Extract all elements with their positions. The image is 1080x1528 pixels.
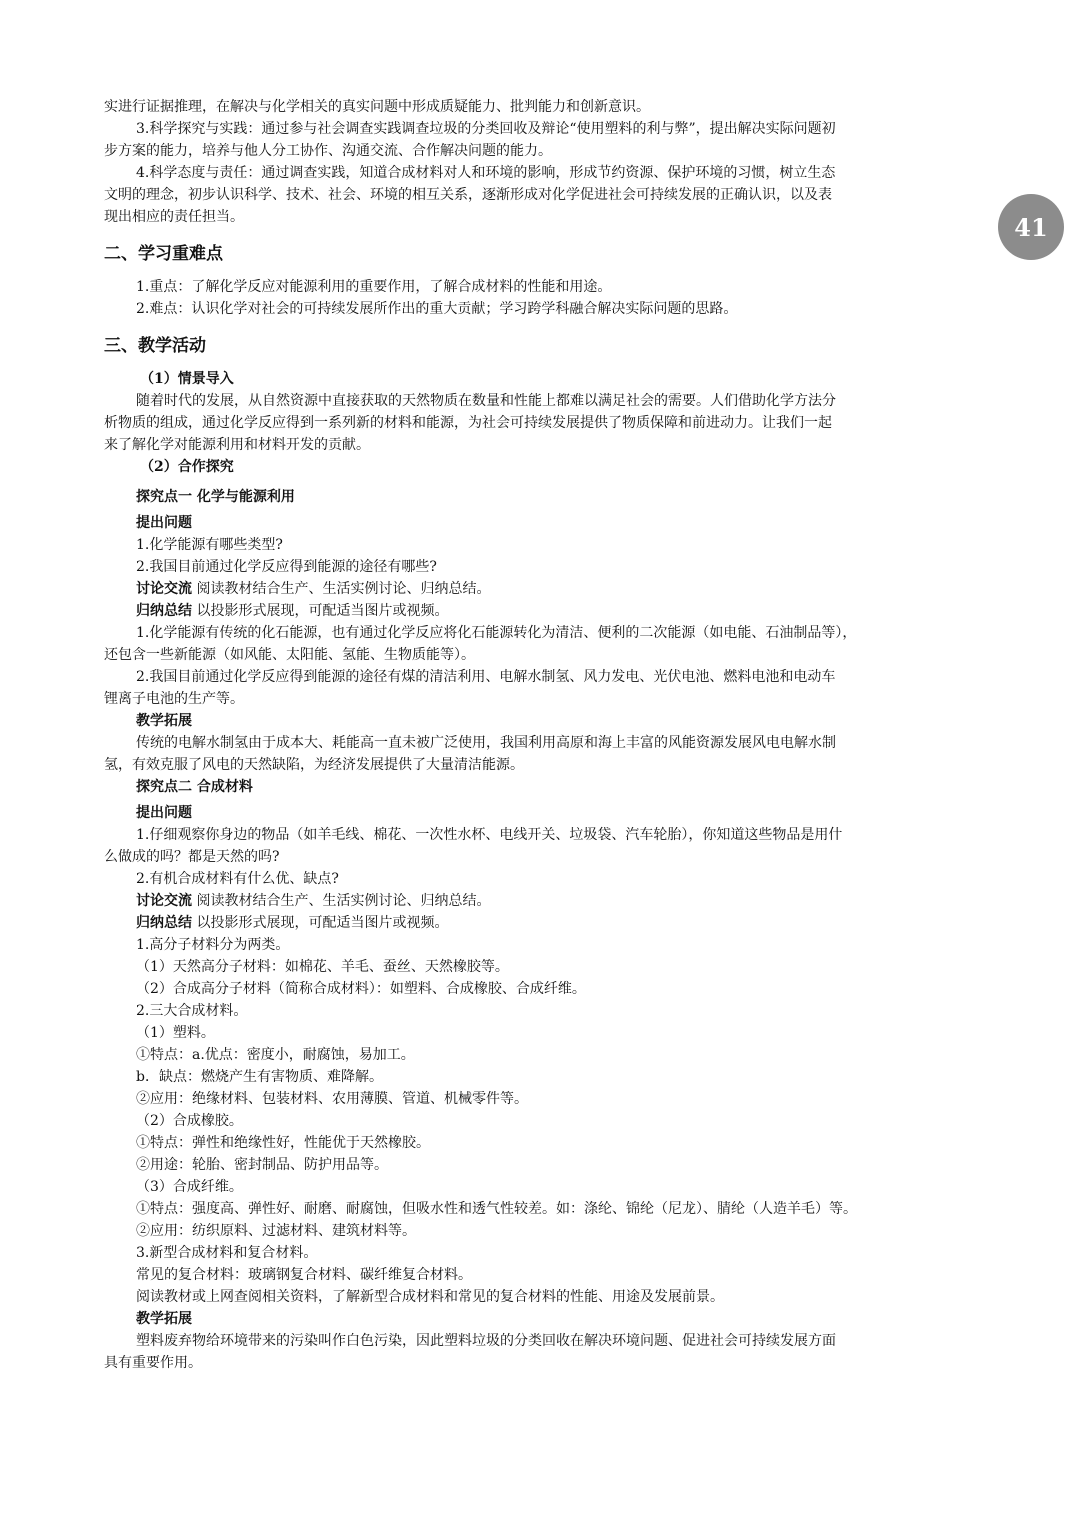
keyword-text: 以投影形式展现，可配适当图片或视频。: [196, 915, 449, 931]
text-line: 1.仔细观察你身边的物品（如羊毛线、棉花、一次性水杯、电线开关、垃圾袋、汽车轮胎），你知道这些物品是用什: [136, 827, 843, 843]
text-line: 2.有机合成材料有什么优、缺点?: [136, 871, 339, 887]
section-heading: 三、教学活动: [104, 336, 206, 356]
text-line: 析物质的组成，通过化学反应得到一系列新的材料和能源，为社会可持续发展提供了物质保障和前进动力。让我们一起: [104, 415, 832, 431]
text-line: （2）合成橡胶。: [136, 1113, 243, 1129]
text-line: 3.新型合成材料和复合材料。: [136, 1245, 318, 1261]
text-line: b．缺点：燃烧产生有害物质、难降解。: [136, 1069, 383, 1085]
text-line: 2.难点：认识化学对社会的可持续发展所作出的重大贡献；学习跨学科融合解决实际问题的思路。: [136, 301, 738, 317]
text-line: 来了解化学对能源利用和材料开发的贡献。: [104, 437, 370, 453]
text-line: 1.重点：了解化学反应对能源利用的重要作用，了解合成材料的性能和用途。: [136, 279, 612, 295]
text-line: 4.科学态度与责任：通过调查实践，知道合成材料对人和环境的影响，形成节约资源、保护环境的习惯，树立生态: [136, 165, 836, 181]
subsection-heading: （1）情景导入: [140, 371, 234, 387]
text-line: ②应用：绝缘材料、包装材料、农用薄膜、管道、机械零件等。: [136, 1091, 528, 1107]
keyword-text: 阅读教材结合生产、生活实例讨论、归纳总结。: [196, 893, 491, 909]
keyword: 归纳总结: [136, 915, 192, 931]
text-line: 常见的复合材料：玻璃钢复合材料、碳纤维复合材料。: [136, 1267, 472, 1283]
text-line: 氢，有效克服了风电的天然缺陷，为经济发展提供了大量清洁能源。: [104, 757, 524, 773]
text-line: （2）合成高分子材料（简称合成材料）：如塑料、合成橡胶、合成纤维。: [136, 981, 586, 997]
text-line: 2.我国目前通过化学反应得到能源的途径有煤的清洁利用、电解水制氢、风力发电、光伏电池、燃料电池和电动车: [136, 669, 836, 685]
text-line: 3.科学探究与实践：通过参与社会调查实践调查垃圾的分类回收及辩论“使用塑料的利与弊”，提出解决实际问题初: [136, 121, 836, 137]
text-line: ②应用：纺织原料、过滤材料、建筑材料等。: [136, 1223, 416, 1239]
subsection-heading: （2）合作探究: [140, 459, 234, 475]
text-line: 文明的理念，初步认识科学、技术、社会、环境的相互关系，逐渐形成对化学促进社会可持续发展的正确认识，以及表: [104, 187, 832, 203]
text-line: [104, 912, 966, 934]
label-line: 提出问题: [136, 515, 192, 531]
text-line: [104, 578, 966, 600]
text-line: 具有重要作用。: [104, 1355, 202, 1371]
text-line: [104, 600, 966, 622]
text-line: 2.我国目前通过化学反应得到能源的途径有哪些?: [136, 559, 437, 575]
text-line: 1.化学能源有传统的化石能源，也有通过化学反应将化石能源转化为清洁、便利的二次能源（如电能、石油制品等），: [136, 625, 857, 641]
text-line: （1）天然高分子材料：如棉花、羊毛、蚕丝、天然橡胶等。: [136, 959, 509, 975]
text-line: 1.高分子材料分为两类。: [136, 937, 290, 953]
text-line: 2.三大合成材料。: [136, 1003, 248, 1019]
label-line: 提出问题: [136, 805, 192, 821]
exploration-title: 探究点一 化学与能源利用: [136, 489, 295, 505]
text-line: （1）塑料。: [136, 1025, 215, 1041]
text-line: 步方案的能力，培养与他人分工协作、沟通交流、合作解决问题的能力。: [104, 143, 552, 159]
label-line: 教学拓展: [136, 713, 192, 729]
text-line: 传统的电解水制氢由于成本大、耗能高一直未被广泛使用，我国利用高原和海上丰富的风能资源发展风电电解水制: [136, 735, 836, 751]
label-line: 教学拓展: [136, 1311, 192, 1327]
text-line: ①特点：a.优点：密度小，耐腐蚀，易加工。: [136, 1047, 415, 1063]
text-line: 实进行证据推理，在解决与化学相关的真实问题中形成质疑能力、批判能力和创新意识。: [104, 99, 650, 115]
text-line: 阅读教材或上网查阅相关资料，了解新型合成材料和常见的复合材料的性能、用途及发展前景。: [136, 1289, 724, 1305]
text-line: 塑料废弃物给环境带来的污染叫作白色污染，因此塑料垃圾的分类回收在解决环境问题、促进社会可持续发展方面: [136, 1333, 836, 1349]
keyword: 讨论交流: [136, 893, 192, 909]
text-line: 还包含一些新能源（如风能、太阳能、氢能、生物质能等）。: [104, 647, 475, 663]
text-line: （3）合成纤维。: [136, 1179, 243, 1195]
text-line: 1.化学能源有哪些类型?: [136, 537, 283, 553]
keyword: 归纳总结: [136, 603, 192, 619]
page-number-badge: 41: [998, 194, 1064, 260]
text-line: ②用途：轮胎、密封制品、防护用品等。: [136, 1157, 388, 1173]
section-heading: 二、学习重难点: [104, 244, 223, 264]
text-line: 随着时代的发展，从自然资源中直接获取的天然物质在数量和性能上都难以满足社会的需要。人们借助化学方法分: [136, 393, 836, 409]
text-line: ①特点：弹性和绝缘性好，性能优于天然橡胶。: [136, 1135, 430, 1151]
keyword-text: 阅读教材结合生产、生活实例讨论、归纳总结。: [196, 581, 491, 597]
document-body: [104, 96, 966, 1374]
text-line: ①特点：强度高、弹性好、耐磨、耐腐蚀，但吸水性和透气性较差。如：涤纶、锦纶（尼龙）、腈纶（人造羊毛）等。: [136, 1201, 857, 1217]
keyword-text: 以投影形式展现，可配适当图片或视频。: [196, 603, 449, 619]
keyword: 讨论交流: [136, 581, 192, 597]
text-line: [104, 890, 966, 912]
text-line: 现出相应的责任担当。: [104, 209, 244, 225]
exploration-title: 探究点二 合成材料: [136, 779, 253, 795]
text-line: 么做成的吗？都是天然的吗?: [104, 849, 280, 865]
text-line: 锂离子电池的生产等。: [104, 691, 244, 707]
